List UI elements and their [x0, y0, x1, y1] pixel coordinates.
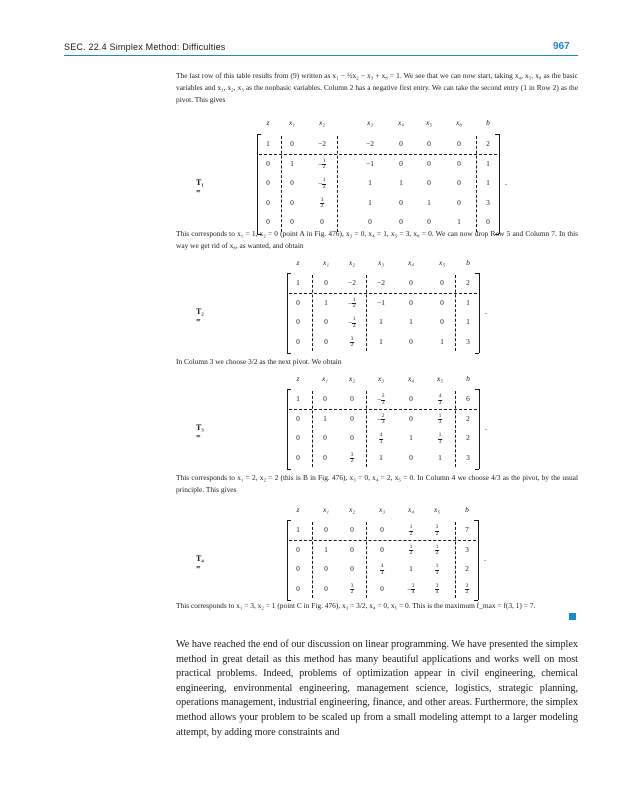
tableau-cell: 0 — [350, 564, 354, 573]
tableau-cell: 0 — [409, 297, 413, 307]
tableau-cell: 0 — [457, 178, 461, 187]
tableau-cell: 1 — [438, 452, 442, 462]
tableau-cell: $\frac{3}{2}$ — [465, 582, 469, 596]
column-divider — [476, 136, 477, 232]
tableau-cell: −2 — [348, 278, 356, 287]
tableau-cell: 0 — [324, 317, 328, 326]
tableau-cell: 0 — [350, 394, 354, 403]
body-paragraph: We have reached the end of our discussion on linear programming. We have presented the simplex method in great detail as this method has many beautiful applications and works well on most practical problems. Indeed, problems of optimization appear in civil engineering, chemical engineering, environmental engineering, management science, logistics, strategic planning, operations management, industrial engineering, finance, and other areas. Furthermore, the simplex method allows your problem to be scaled up from a small modeling attempt to a larger modeling attempt, by adding more constraints and — [176, 639, 578, 738]
tableau-cell: 0 — [320, 217, 324, 226]
tableau-cell: $\frac{3}{2}$ — [350, 451, 354, 465]
tableau-cell: 0 — [296, 544, 300, 554]
tableau-cell: $\frac{3}{2}$ — [350, 582, 354, 596]
column-header: x₅ — [426, 118, 432, 127]
tableau-cell: −2 — [318, 139, 326, 148]
tableau-cell: 0 — [350, 525, 354, 534]
column-header: x₃ — [367, 118, 373, 127]
tableau-cell: 0 — [409, 336, 413, 346]
end-of-example-square-icon — [569, 613, 576, 620]
tableau-cell: 0 — [266, 217, 270, 226]
paragraph-3: In Column 3 we choose 3/2 as the next pivot. We obtain — [176, 357, 342, 366]
paragraph-4: This corresponds to x₁ = 2, x₂ = 2 (this is B in Fig. 476), x₃ = 0, x₄ = 2, x₅ = 0. In Column 4 we choose 4/3 as the pivot, by the usual principle. This gives — [176, 473, 578, 494]
tableau-cell: 0 — [440, 278, 444, 287]
tableau-cell: 0 — [324, 564, 328, 573]
tableau-cell: $\frac{4}{3}$ — [380, 563, 384, 576]
tableau-cell: 3 — [466, 452, 470, 462]
period: . — [485, 423, 487, 432]
tableau-label: T₁ = — [196, 177, 204, 196]
tableau-cell: 0 — [296, 433, 300, 442]
tableau-cell: 0 — [350, 544, 354, 554]
tableau-cell: 1 — [324, 544, 328, 554]
bracket-tick — [474, 520, 478, 521]
column-header: x₃ — [378, 258, 384, 267]
tableau-cell: 1 — [486, 178, 490, 187]
tableau-cell: $\frac{3}{2}$ — [320, 196, 324, 210]
column-divider — [312, 522, 313, 598]
tableau-cell: 0 — [324, 278, 328, 287]
column-header: x₈ — [456, 118, 462, 127]
section-header: SEC. 22.4 Simplex Method: Difficulties — [64, 42, 226, 52]
tableau-cell: 0 — [323, 433, 327, 442]
tableau-cell: 0 — [323, 394, 327, 403]
paragraph-1: The last row of this table results from (9) written as x₁ − ½x₂ − x₃ + x₈ = 1. We see that we can now start, taking x₄, x₅, x₈ as the basic variables and x₁, x₂, x₃ as the nonbasic variables. Column 2 has a negative first entry. We can take the second entry (1 in Row 2) as the pivot. This gives — [176, 71, 578, 104]
tableau-cell: 0 — [427, 178, 431, 187]
tableau-cell: 0 — [296, 336, 300, 346]
bracket-tick — [475, 469, 479, 470]
paragraph-2: This corresponds to x₁ = 1, x₂ = 0 (point A in Fig. 476), x₃ = 0, x₄ = 1, x₅ = 3, x₈ = 0. We can now drop Row 5 and Column 7. In this way we get rid of x₈, as wanted, and obtain — [176, 229, 578, 250]
column-header: x₄ — [408, 374, 414, 383]
header-rule — [64, 55, 578, 56]
tableau-cell: $\frac{3}{4}$ — [435, 582, 439, 596]
tableau-cell: 0 — [409, 278, 413, 287]
column-header: x₅ — [437, 374, 443, 383]
bracket-tick — [257, 134, 261, 135]
tableau-cell: 0 — [290, 139, 294, 148]
column-header: x₁ — [322, 374, 328, 383]
tableau-cell: 0 — [409, 452, 413, 462]
column-header: z — [266, 118, 270, 127]
tableau-cell: 2 — [486, 139, 490, 148]
tableau-cell: − $\frac{1}{2}$ — [347, 316, 356, 329]
tableau-cell: 0 — [399, 158, 403, 168]
row-divider — [259, 154, 497, 155]
tableau-cell: 0 — [296, 297, 300, 307]
tableau-cell: 0 — [427, 217, 431, 226]
column-header: z — [296, 374, 300, 383]
left-bracket — [287, 520, 288, 600]
bracket-tick — [475, 273, 479, 274]
column-header: b — [466, 374, 470, 383]
tableau-cell: 0 — [290, 217, 294, 226]
bracket-tick — [287, 389, 291, 390]
column-divider — [366, 391, 367, 467]
tableau-cell: 1 — [296, 525, 300, 534]
tableau-cell: $\frac{3}{2}$ — [435, 524, 439, 537]
tableau-cell: 1 — [466, 297, 470, 307]
column-divider — [455, 275, 456, 351]
tableau-cell: 3 — [486, 197, 490, 207]
tableau-cell: 1 — [324, 297, 328, 307]
tableau-cell: −2 — [377, 278, 385, 287]
right-bracket — [479, 389, 480, 469]
tableau-cell: − $\frac{2}{3}$ — [376, 412, 385, 426]
column-divider — [366, 522, 367, 598]
column-header: x₄ — [398, 118, 404, 127]
tableau-cell: 1 — [296, 278, 300, 287]
column-header: x₁ — [323, 258, 329, 267]
tableau-cell: 0 — [380, 544, 384, 554]
column-header: x₂ — [349, 505, 355, 514]
column-divider — [455, 522, 456, 598]
bracket-tick — [287, 273, 291, 274]
tableau-cell: −1 — [377, 297, 385, 307]
tableau-cell: 0 — [266, 158, 270, 168]
tableau-cell: 0 — [409, 413, 413, 423]
column-header: z — [296, 258, 300, 267]
tableau-cell: 1 — [486, 158, 490, 168]
tableau-cell: $\frac{1}{2}$ — [435, 543, 439, 557]
tableau-cell: $\frac{4}{3}$ — [379, 432, 383, 445]
tableau-cell: 0 — [486, 217, 490, 226]
tableau-cell: 3 — [466, 336, 470, 346]
tableau-cell: − $\frac{1}{2}$ — [317, 157, 326, 171]
column-divider — [366, 275, 367, 351]
row-divider — [289, 540, 476, 541]
right-bracket — [479, 273, 480, 353]
tableau-cell: 1 — [368, 197, 372, 207]
tableau-cell: 0 — [296, 413, 300, 423]
column-header: x₃ — [379, 505, 385, 514]
column-header: b — [466, 258, 470, 267]
tableau-cell: − $\frac{1}{2}$ — [347, 296, 356, 310]
tableau-cell: 0 — [290, 178, 294, 187]
tableau-cell: 0 — [266, 197, 270, 207]
tableau-cell: 0 — [266, 178, 270, 187]
tableau-cell: $\frac{1}{3}$ — [438, 432, 442, 445]
tableau-cell: 1 — [457, 217, 461, 226]
tableau-cell: − $\frac{2}{3}$ — [376, 393, 385, 406]
tableau-cell: 1 — [409, 564, 413, 573]
column-divider — [312, 275, 313, 351]
tableau-cell: 0 — [399, 197, 403, 207]
tableau-cell: 0 — [323, 452, 327, 462]
tableau-cell: 0 — [296, 583, 300, 593]
tableau-cell: 1 — [379, 452, 383, 462]
tableau-cell: 1 — [379, 317, 383, 326]
tableau-cell: 1 — [290, 158, 294, 168]
tableau-cell: $\frac{4}{3}$ — [438, 393, 442, 406]
tableau-cell: 0 — [296, 452, 300, 462]
column-header: x₂ — [349, 374, 355, 383]
left-bracket — [257, 134, 258, 234]
column-header: x₃ — [378, 374, 384, 383]
tableau-cell: 0 — [324, 583, 328, 593]
tableau-label: T₂ = — [196, 307, 204, 325]
tableau-cell: 1 — [440, 336, 444, 346]
tableau-cell: 0 — [296, 317, 300, 326]
bracket-tick — [287, 469, 291, 470]
bracket-tick — [495, 134, 499, 135]
period: . — [485, 307, 487, 316]
tableau-cell: 0 — [296, 564, 300, 573]
column-header: x₂ — [349, 258, 355, 267]
bracket-tick — [287, 520, 291, 521]
column-header: x₁ — [323, 505, 329, 514]
left-bracket — [287, 389, 288, 469]
tableau-cell: 0 — [290, 197, 294, 207]
tableau-cell: 1 — [409, 317, 413, 326]
tableau-cell: 0 — [399, 217, 403, 226]
tableau-cell: $\frac{3}{2}$ — [350, 335, 354, 349]
tableau-cell: − $\frac{3}{4}$ — [406, 582, 415, 596]
paragraph-5: This corresponds to x₁ = 3, x₂ = 1 (point C in Fig. 476), x₃ = 3/2, x₄ = 0, x₅ = 0. This is the maximum f_max = f(3, 1) = 7. — [176, 601, 536, 610]
column-header: x₄ — [408, 258, 414, 267]
tableau-cell: $\frac{1}{3}$ — [435, 563, 439, 576]
tableau-cell: 0 — [457, 139, 461, 148]
right-bracket — [499, 134, 500, 234]
column-header: x₅ — [439, 258, 445, 267]
tableau-cell: 0 — [368, 217, 372, 226]
column-header: b — [486, 118, 490, 127]
tableau-cell: 0 — [350, 413, 354, 423]
tableau-cell: 1 — [466, 317, 470, 326]
column-header: x₅ — [434, 505, 440, 514]
tableau-cell: −2 — [366, 139, 374, 148]
tableau-cell: 7 — [465, 525, 469, 534]
tableau-cell: −1 — [366, 158, 374, 168]
tableau-cell: 0 — [457, 158, 461, 168]
tableau-cell: 1 — [399, 178, 403, 187]
column-divider — [337, 136, 338, 232]
tableau-cell: 2 — [465, 564, 469, 573]
tableau-cell: 0 — [440, 297, 444, 307]
tableau-cell: 1 — [323, 413, 327, 423]
left-bracket — [287, 273, 288, 353]
tableau-cell: $\frac{1}{2}$ — [409, 543, 413, 557]
tableau-cell: 0 — [440, 317, 444, 326]
tableau-cell: 0 — [427, 158, 431, 168]
bracket-tick — [475, 353, 479, 354]
column-header: b — [465, 505, 469, 514]
column-divider — [455, 391, 456, 467]
tableau-cell: 0 — [380, 583, 384, 593]
tableau-cell: 1 — [379, 336, 383, 346]
tableau-cell: 1 — [409, 433, 413, 442]
right-bracket — [478, 520, 479, 600]
tableau-cell: 0 — [409, 394, 413, 403]
tableau-cell: 2 — [466, 413, 470, 423]
tableau-cell: 0 — [380, 525, 384, 534]
tableau-cell: 0 — [399, 139, 403, 148]
tableau-cell: 1 — [427, 197, 431, 207]
tableau-cell: 1 — [296, 394, 300, 403]
column-header: x₄ — [408, 505, 414, 514]
period: . — [505, 177, 507, 187]
tableau-cell: 1 — [266, 139, 270, 148]
tableau-cell: 0 — [427, 139, 431, 148]
column-header: x₂ — [319, 118, 325, 127]
bracket-tick — [287, 353, 291, 354]
tableau-cell: 0 — [350, 433, 354, 442]
column-header: z — [296, 505, 300, 514]
tableau-cell: 0 — [457, 197, 461, 207]
tableau-label: T₄ = — [196, 554, 204, 572]
tableau-cell: $\frac{1}{2}$ — [409, 524, 413, 537]
bracket-tick — [475, 389, 479, 390]
tableau-cell: 2 — [466, 433, 470, 442]
period: . — [484, 554, 486, 563]
column-header: x₁ — [289, 118, 295, 127]
row-divider — [289, 293, 477, 294]
page-number: 967 — [553, 41, 570, 52]
column-divider — [312, 391, 313, 467]
tableau-cell: 3 — [465, 544, 469, 554]
tableau-label: T₃ = — [196, 423, 204, 441]
tableau-cell: − $\frac{1}{2}$ — [317, 177, 326, 190]
tableau-cell: 0 — [324, 525, 328, 534]
column-divider — [281, 136, 282, 232]
tableau-cell: 1 — [368, 178, 372, 187]
tableau-cell: 2 — [466, 278, 470, 287]
tableau-cell: 0 — [324, 336, 328, 346]
tableau-cell: $\frac{1}{3}$ — [438, 412, 442, 426]
tableau-cell: 6 — [466, 394, 470, 403]
row-divider — [289, 409, 477, 410]
